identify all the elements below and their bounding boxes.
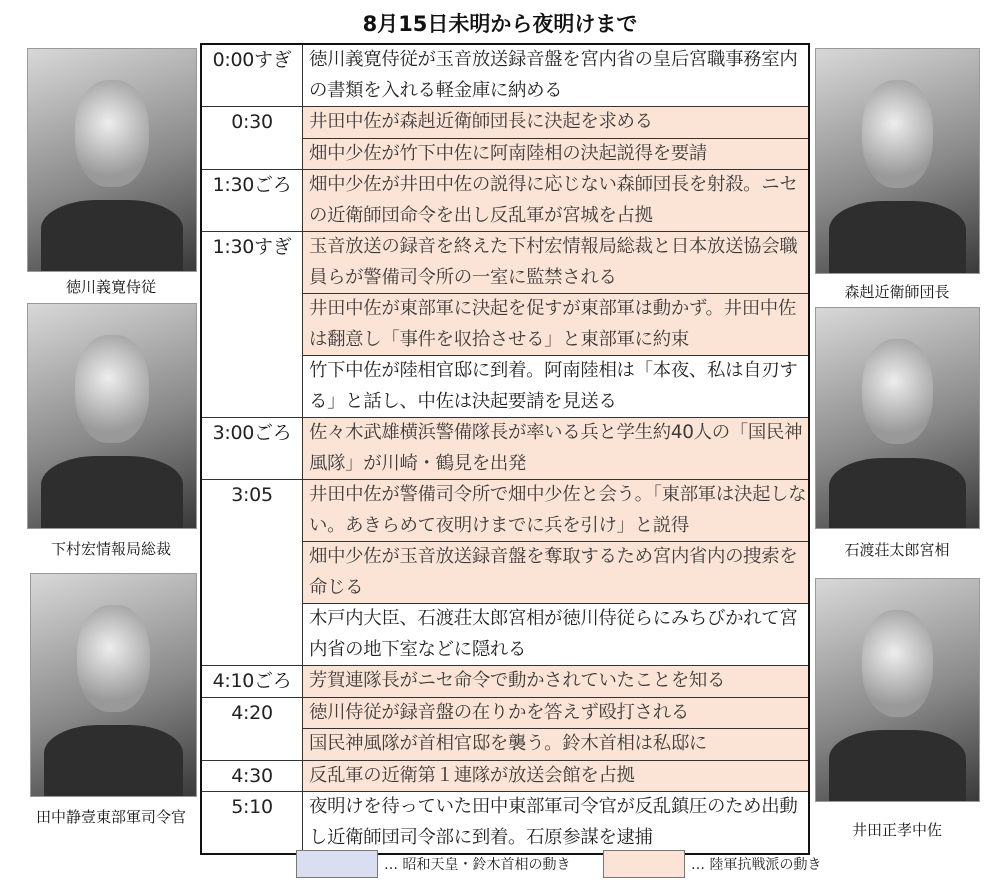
event-cell: 井田中佐が森赳近衛師団長に決起を求める (303, 107, 810, 139)
event-cell: 木戸内大臣、石渡荘太郎宮相が徳川侍従らにみちびかれて宮内省の地下室などに隠れる (303, 604, 810, 666)
legend-item-emperor (296, 850, 570, 878)
timeline-row (201, 480, 809, 542)
time-cell: 1:30ごろ (201, 170, 303, 232)
legend-item-army (603, 850, 821, 878)
time-cell: 0:00すぎ (201, 44, 303, 107)
legend-swatch (296, 850, 378, 878)
time-cell: 4:20 (201, 697, 303, 760)
timeline-row (201, 760, 809, 792)
portrait-photo-ida (815, 578, 980, 802)
legend-label: … 昭和天皇・鈴木首相の動き (384, 857, 571, 873)
portrait-caption: 森赳近衛師団長 (844, 283, 950, 301)
portrait-caption: 徳川義寛侍従 (65, 278, 156, 296)
time-cell: 3:00ごろ (201, 418, 303, 480)
event-cell: 徳川義寛侍従が玉音放送録音盤を宮内省の皇后宮職事務室内の書類を入れる軽金庫に納める (303, 44, 810, 107)
timeline-row (201, 697, 809, 729)
time-cell: 3:05 (201, 480, 303, 666)
legend-swatch (603, 850, 685, 878)
event-cell: 徳川侍従が録音盤の在りかを答えず殴打される (303, 697, 810, 729)
page-title: 8月15日未明から夜明けまで (362, 12, 638, 36)
time-cell: 4:30 (201, 760, 303, 792)
portrait-photo-tanaka (30, 573, 197, 797)
timeline-table (200, 43, 810, 855)
event-cell: 玉音放送の録音を終えた下村宏情報局総裁と日本放送協会職員らが警備司令所の一室に監禁される (303, 232, 810, 294)
time-cell: 4:10ごろ (201, 666, 303, 698)
time-cell: 5:10 (201, 792, 303, 855)
event-cell: 畑中少佐が竹下中佐に阿南陸相の決起説得を要請 (303, 138, 810, 170)
event-cell: 井田中佐が東部軍に決起を促すが東部軍は動かず。井田中佐は翻意し「事件を収拾させる」と東部軍に約束 (303, 294, 810, 356)
portrait-caption: 石渡荘太郎宮相 (844, 541, 950, 559)
event-cell: 佐々木武雄横浜警備隊長が率いる兵と学生約40人の「国民神風隊」が川崎・鶴見を出発 (303, 418, 810, 480)
portrait-caption: 田中静壹東部軍司令官 (35, 808, 186, 826)
event-cell: 井田中佐が警備司令所で畑中少佐と会う。「東部軍は決起しない。あきらめて夜明けまでに兵を引け」と説得 (303, 480, 810, 542)
event-cell: 国民神風隊が首相官邸を襲う。鈴木首相は私邸に (303, 729, 810, 761)
event-cell: 畑中少佐が井田中佐の説得に応じない森師団長を射殺。ニセの近衛師団命令を出し反乱軍が宮城を占拠 (303, 170, 810, 232)
timeline-row (201, 792, 809, 855)
timeline-row (201, 418, 809, 480)
event-cell: 芳賀連隊長がニセ命令で動かされていたことを知る (303, 666, 810, 698)
portrait-photo-shimomura (27, 303, 197, 529)
event-cell: 畑中少佐が玉音放送録音盤を奪取するため宮内省内の捜索を命じる (303, 542, 810, 604)
portrait-caption: 下村宏情報局総裁 (50, 540, 171, 558)
timeline-row (201, 44, 809, 107)
event-cell: 反乱軍の近衛第１連隊が放送会館を占拠 (303, 760, 810, 792)
time-cell: 0:30 (201, 107, 303, 170)
portrait-photo-tokugawa (27, 48, 197, 272)
legend-label: … 陸軍抗戦派の動き (691, 857, 822, 873)
event-cell: 竹下中佐が陸相官邸に到着。阿南陸相は「本夜、私は自刃する」と話し、中佐は決起要請を見送る (303, 356, 810, 418)
portrait-caption: 井田正孝中佐 (851, 821, 942, 839)
time-cell: 1:30すぎ (201, 232, 303, 418)
portrait-photo-mori (815, 48, 980, 274)
timeline-row (201, 232, 809, 294)
event-cell: 夜明けを待っていた田中東部軍司令官が反乱鎮圧のため出動し近衛師団司令部に到着。石原参謀を逮捕 (303, 792, 810, 855)
timeline-row (201, 666, 809, 698)
portrait-photo-ishiwata (815, 307, 980, 529)
timeline-row (201, 107, 809, 139)
timeline-row (201, 170, 809, 232)
